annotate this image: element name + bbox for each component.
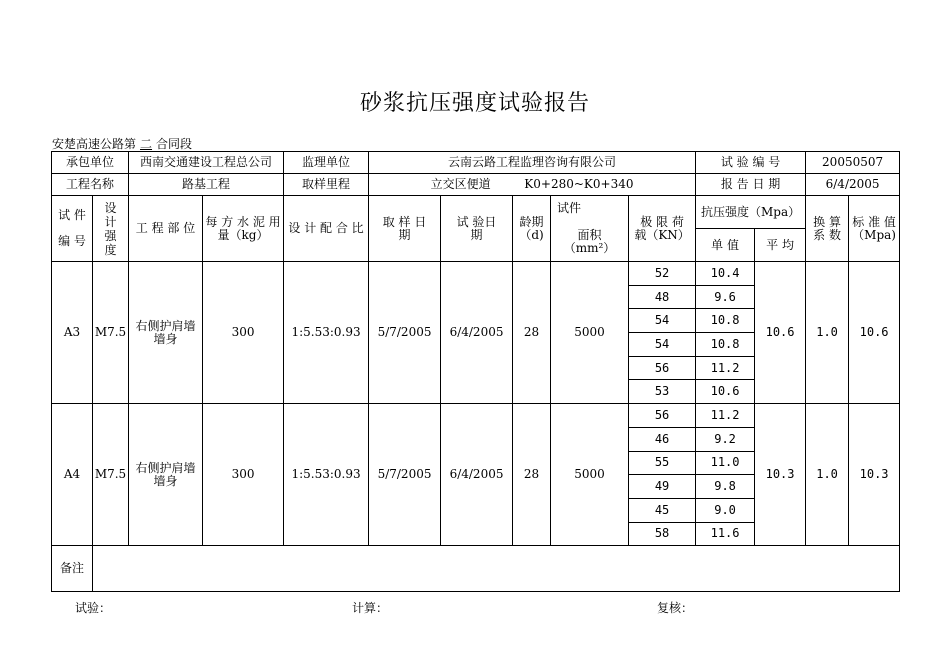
strength-single-value: 11.2 [696,404,755,428]
ultimate-load: 54 [629,333,696,357]
specimen-area: 5000 [551,404,629,546]
project-value: 路基工程 [129,174,284,196]
contract-suffix: 合同段 [156,137,193,151]
cement-amount: 300 [203,404,284,546]
report-table [51,151,900,592]
footer-calculator: 计算： [352,601,389,615]
contractor-label: 承包单位 [52,152,129,174]
test-date: 6/4/2005 [441,262,513,404]
strength-average: 10.6 [755,262,806,404]
header-load: 极 限 荷 载（KN） [629,196,696,262]
report-date-label: 报 告 日 期 [696,174,806,196]
remarks-label: 备注 [52,546,93,592]
header-single-value: 单 值 [696,229,755,262]
header-sample-date: 取 样 日 期 [369,196,441,262]
header-strength: 抗压强度（Mpa） [696,196,806,229]
specimen-id: A3 [52,262,93,404]
footer-tester: 试验： [75,601,112,615]
info-row-2 [52,174,900,196]
supervisor-label: 监理单位 [284,152,369,174]
header-specimen-no [52,196,93,262]
strength-single-value: 11.0 [696,451,755,475]
ultimate-load: 49 [629,475,696,499]
strength-single-value: 10.8 [696,333,755,357]
age-days: 28 [513,262,551,404]
table-row [52,262,900,286]
design-grade: M7.5 [93,404,129,546]
header-design-grade: 设计强度 [93,196,129,262]
test-number-label: 试 验 编 号 [696,152,806,174]
supervisor-value: 云南云路工程监理咨询有限公司 [369,152,696,174]
ultimate-load: 56 [629,404,696,428]
contract-section-line [52,135,192,152]
conversion-factor: 1.0 [806,404,849,546]
header-test-date: 试 验日 期 [441,196,513,262]
project-part: 右侧护肩墙墙身 [129,404,203,546]
project-label: 工程名称 [52,174,129,196]
age-days: 28 [513,404,551,546]
contract-prefix: 安楚高速公路第 [52,137,137,151]
strength-single-value: 11.2 [696,356,755,380]
specimen-area: 5000 [551,262,629,404]
ultimate-load: 58 [629,522,696,546]
mix-ratio: 1:5.53:0.93 [284,404,369,546]
header-area [551,196,629,262]
header-std: 标 准 值（Mpa) [849,196,900,262]
ultimate-load: 46 [629,427,696,451]
sampling-range: K0+280~K0+340 [524,177,634,191]
conversion-factor: 1.0 [806,262,849,404]
design-grade: M7.5 [93,262,129,404]
header-row-1 [52,196,900,229]
cement-amount: 300 [203,262,284,404]
ultimate-load: 45 [629,498,696,522]
test-date: 6/4/2005 [441,404,513,546]
header-factor: 换 算 系 数 [806,196,849,262]
report-date-value: 6/4/2005 [806,174,900,196]
footer-reviewer: 复核： [657,601,694,615]
standard-value: 10.3 [849,404,900,546]
strength-single-value: 11.6 [696,522,755,546]
sample-date: 5/7/2005 [369,262,441,404]
sample-date: 5/7/2005 [369,404,441,546]
strength-single-value: 10.8 [696,309,755,333]
remarks-row [52,546,900,592]
ultimate-load: 48 [629,285,696,309]
report-title: 砂浆抗压强度试验报告 [359,91,590,116]
header-age: 龄期（d) [513,196,551,262]
header-mix: 设 计 配 合 比 [284,196,369,262]
sampling-value [369,174,696,196]
remarks-value [93,546,900,592]
strength-single-value: 10.6 [696,380,755,404]
ultimate-load: 55 [629,451,696,475]
ultimate-load: 56 [629,356,696,380]
contract-section-number: 二 [140,137,153,151]
info-row-1 [52,152,900,174]
header-specimen-no-line2: 编 号 [58,234,86,248]
header-area-line2: 面积（mm²） [563,228,616,255]
specimen-id: A4 [52,404,93,546]
strength-single-value: 9.6 [696,285,755,309]
contractor-value: 西南交通建设工程总公司 [129,152,284,174]
strength-single-value: 10.4 [696,262,755,286]
mix-ratio: 1:5.53:0.93 [284,262,369,404]
ultimate-load: 54 [629,309,696,333]
ultimate-load: 53 [629,380,696,404]
sampling-place: 立交区便道 [430,177,491,191]
project-part: 右侧护肩墙墙身 [129,262,203,404]
header-average: 平 均 [755,229,806,262]
ultimate-load: 52 [629,262,696,286]
test-number-value: 20050507 [806,152,900,174]
strength-average: 10.3 [755,404,806,546]
header-specimen-no-line1: 试 件 [58,208,86,222]
header-area-line1: 试件 [557,201,582,215]
strength-single-value: 9.0 [696,498,755,522]
sampling-label: 取样里程 [284,174,369,196]
standard-value: 10.6 [849,262,900,404]
strength-single-value: 9.2 [696,427,755,451]
header-part: 工 程 部 位 [129,196,203,262]
strength-single-value: 9.8 [696,475,755,499]
table-row [52,404,900,428]
header-cement: 每 方 水 泥 用 量（kg） [203,196,284,262]
